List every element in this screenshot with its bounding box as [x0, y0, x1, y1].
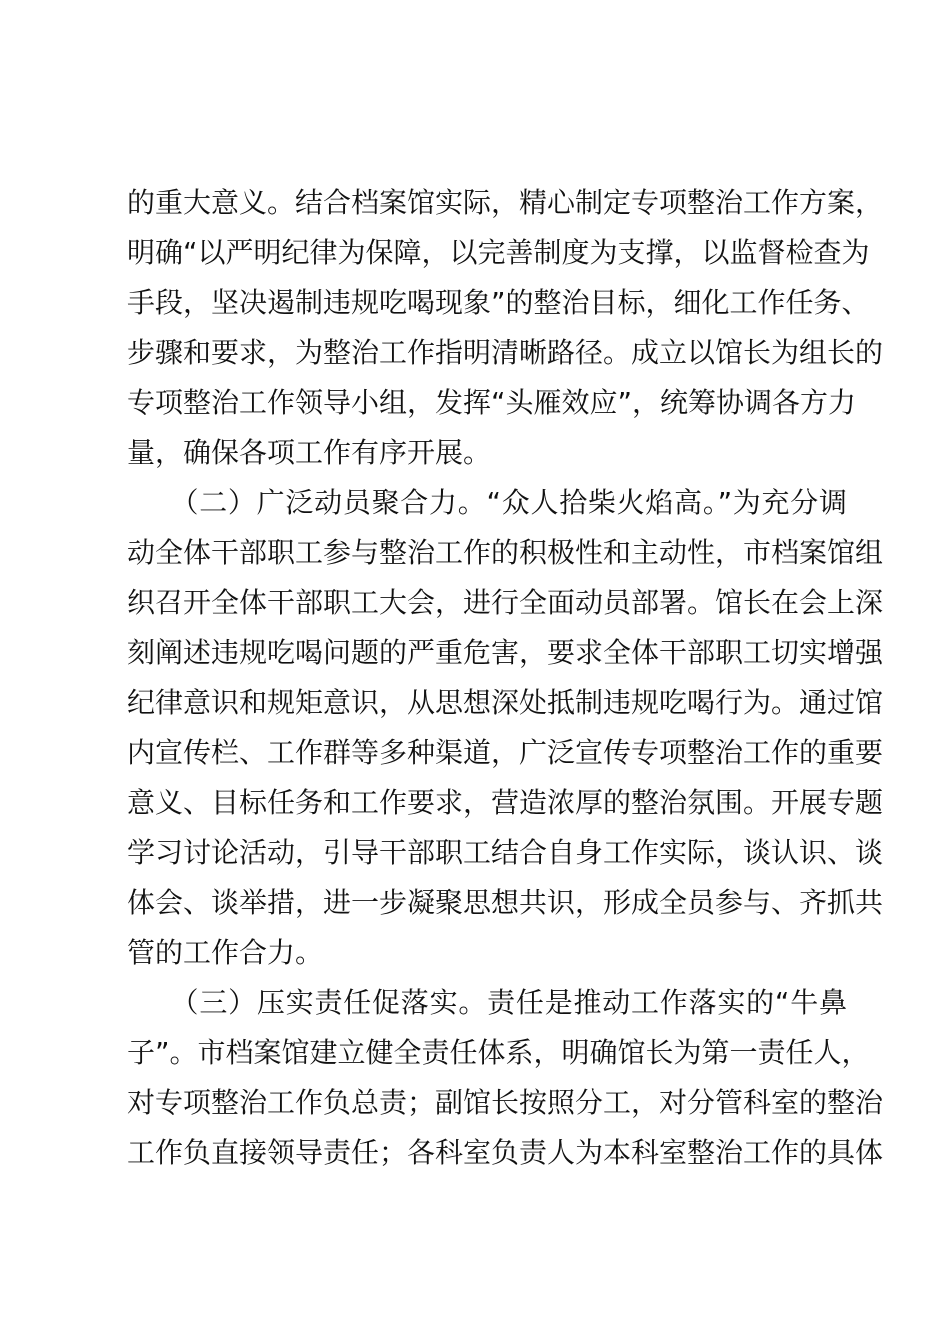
text-line: 步骤和要求，为整治工作指明清晰路径。成立以馆长为组长的	[127, 336, 884, 369]
text-line: 管的工作合力。	[127, 936, 324, 969]
text-line: 专项整治工作领导小组，发挥“头雁效应”，统筹协调各方力	[127, 386, 857, 419]
text-line: 纪律意识和规矩意识，从思想深处抵制违规吃喝行为。通过馆	[127, 686, 884, 719]
text-line: 的重大意义。结合档案馆实际，精心制定专项整治工作方案，	[127, 186, 884, 219]
text-line: 体会、谈举措，进一步凝聚思想共识，形成全员参与、齐抓共	[127, 886, 884, 919]
text-line: （三）压实责任促落实。责任是推动工作落实的“牛鼻	[127, 986, 847, 1019]
body-text	[127, 178, 884, 1178]
text-line: 量，确保各项工作有序开展。	[127, 436, 492, 469]
text-line: 子”。市档案馆建立健全责任体系，明确馆长为第一责任人，	[127, 1036, 870, 1069]
text-line: 明确“以严明纪律为保障，以完善制度为支撑，以监督检查为	[127, 236, 870, 269]
text-line: 刻阐述违规吃喝问题的严重危害，要求全体干部职工切实增强	[127, 636, 884, 669]
text-line: 手段，坚决遏制违规吃喝现象”的整治目标，细化工作任务、	[127, 286, 870, 319]
text-line: 工作负直接领导责任；各科室负责人为本科室整治工作的具体	[127, 1136, 884, 1169]
text-line: （二）广泛动员聚合力。“众人拾柴火焰高。”为充分调	[127, 486, 847, 519]
text-line: 动全体干部职工参与整治工作的积极性和主动性，市档案馆组	[127, 536, 884, 569]
text-line: 对专项整治工作负总责；副馆长按照分工，对分管科室的整治	[127, 1086, 884, 1119]
text-line: 学习讨论活动，引导干部职工结合自身工作实际，谈认识、谈	[127, 836, 884, 869]
text-line: 意义、目标任务和工作要求，营造浓厚的整治氛围。开展专题	[127, 786, 884, 819]
text-line: 织召开全体干部职工大会，进行全面动员部署。馆长在会上深	[127, 586, 884, 619]
text-line: 内宣传栏、工作群等多种渠道，广泛宣传专项整治工作的重要	[127, 736, 884, 769]
